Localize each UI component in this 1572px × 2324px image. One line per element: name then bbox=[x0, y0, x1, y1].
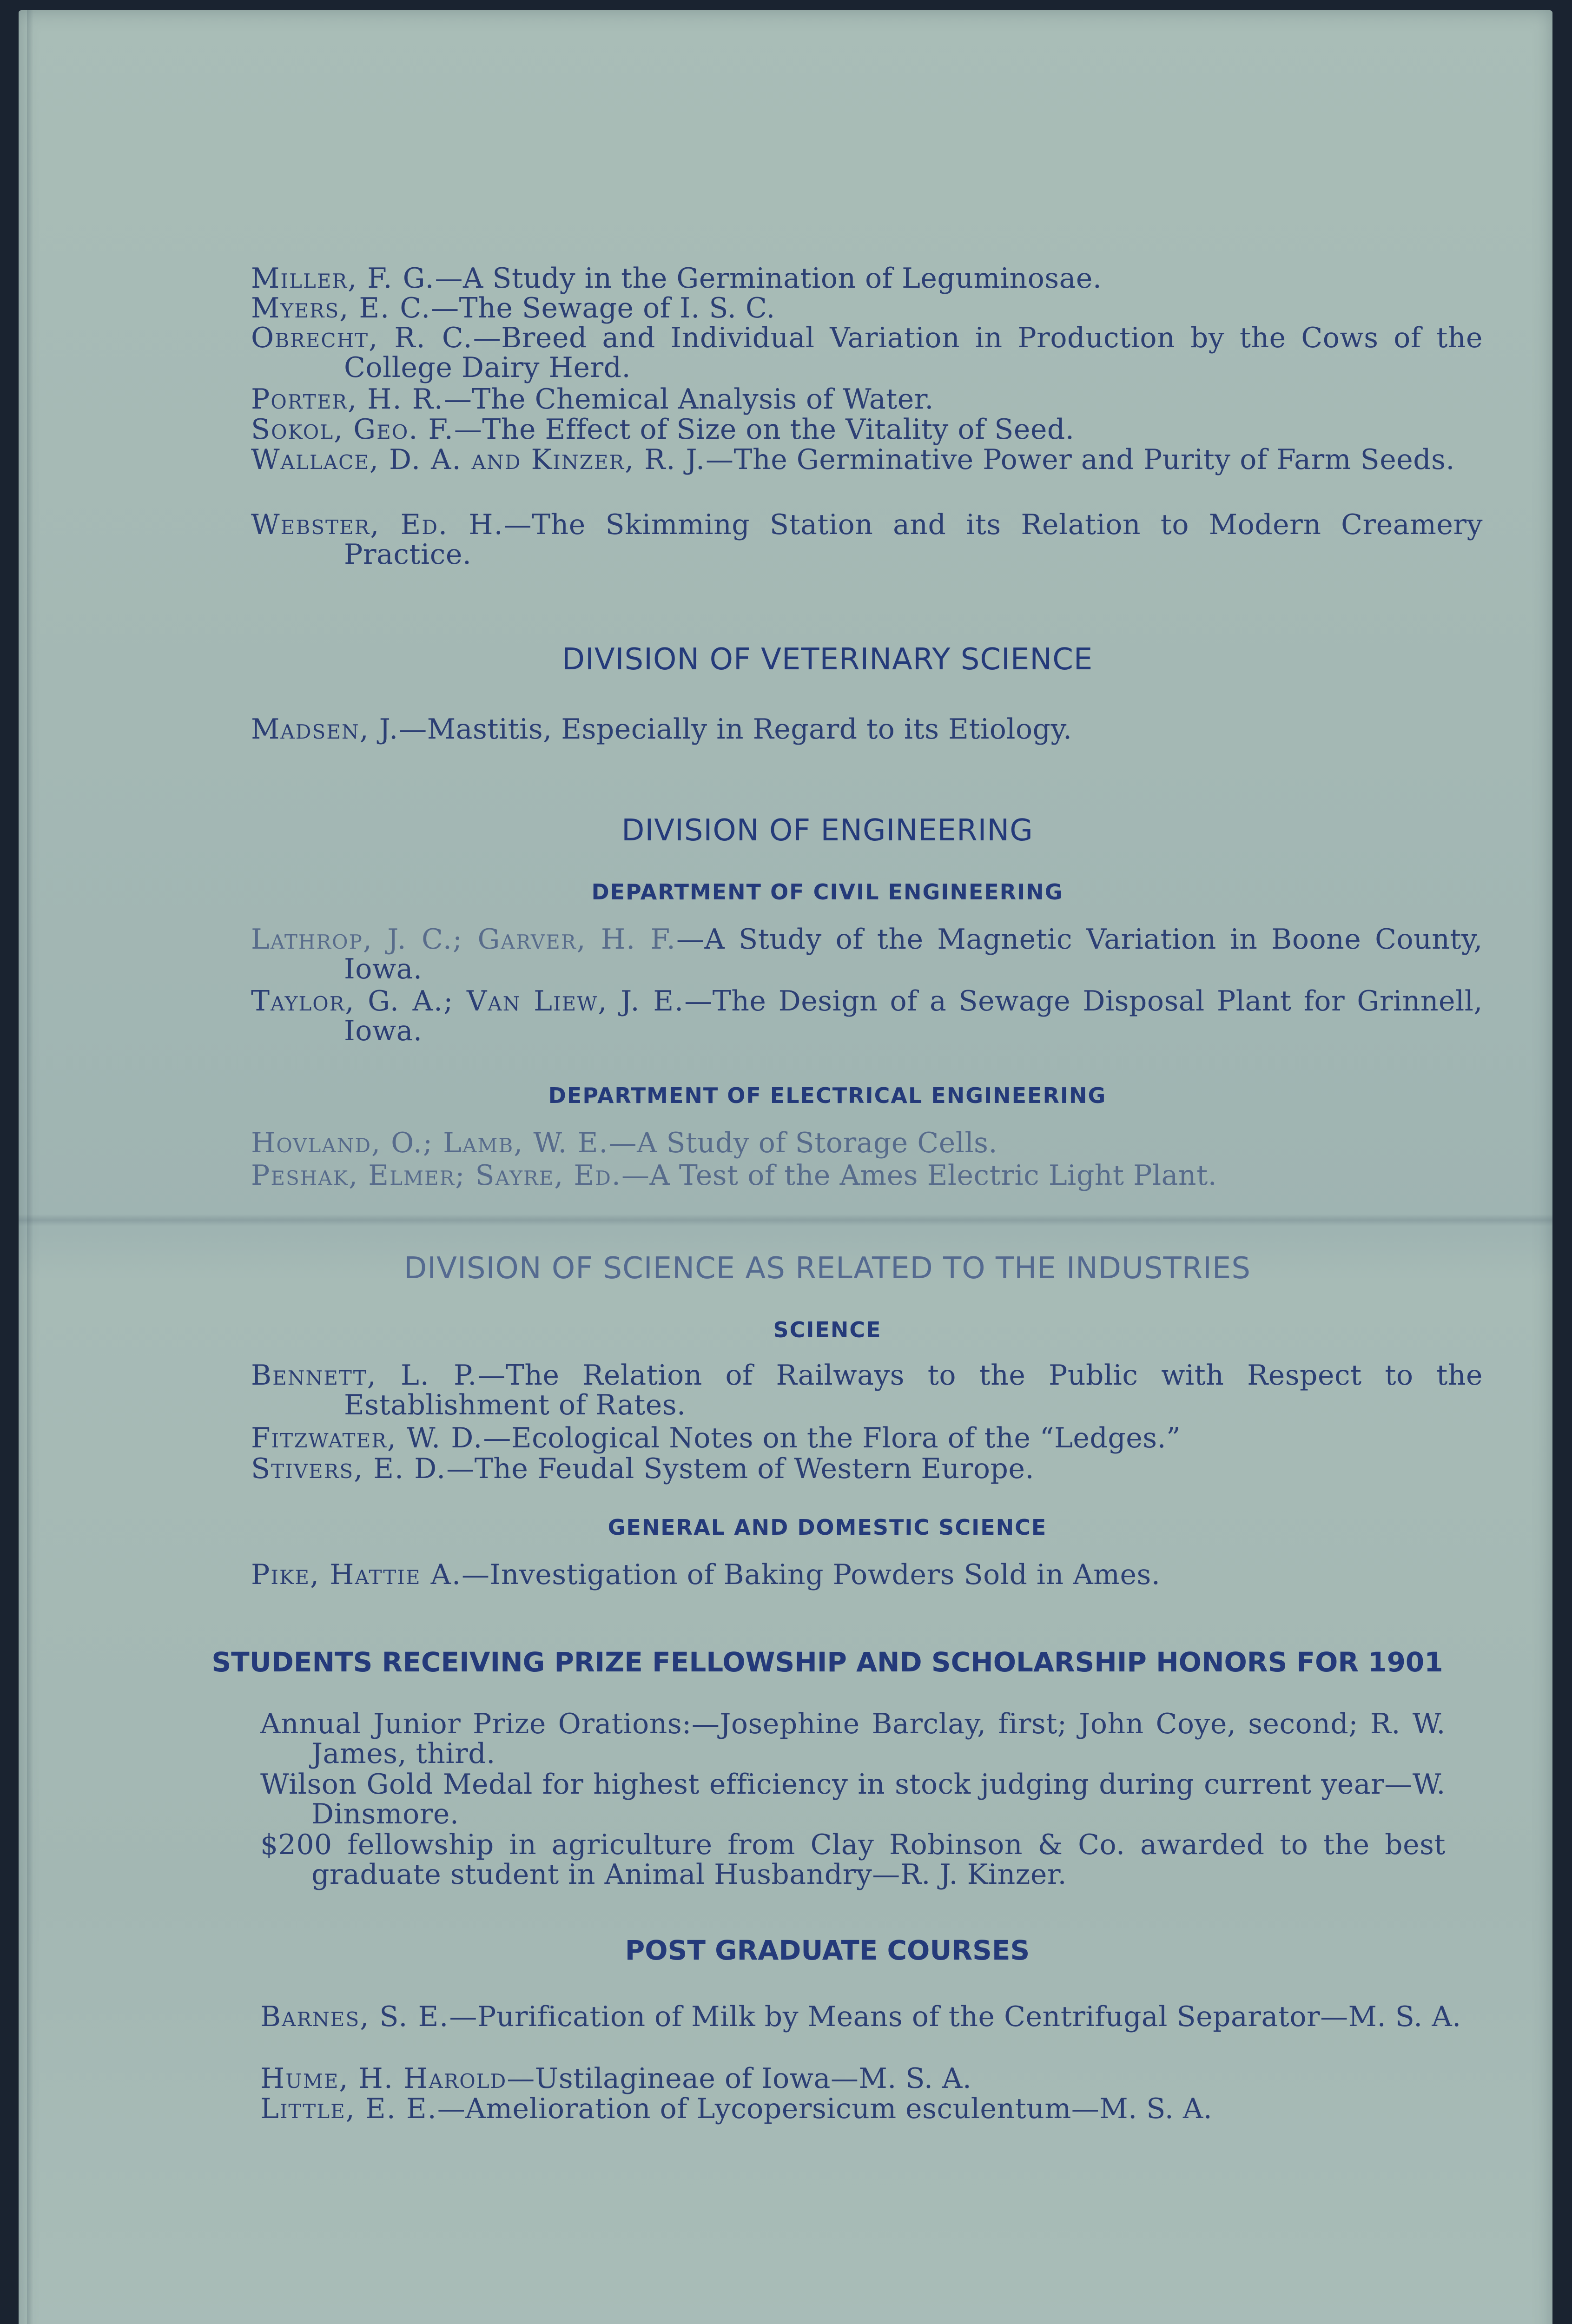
postgraduate-heading: POST GRADUATE COURSES bbox=[625, 1934, 1030, 1966]
author-name: Sokol, Geo. F. bbox=[251, 413, 454, 446]
thesis-title: —Breed and Individual Variation in Production by the Cows of the College Dairy Herd. bbox=[344, 322, 1483, 384]
thesis-entry bbox=[260, 2064, 1469, 2093]
honors-heading: STUDENTS RECEIVING PRIZE FELLOWSHIP AND SCHOLARSHIP HONORS FOR 1901 bbox=[211, 1646, 1443, 1678]
author-name: Peshak, Elmer; Sayre, Ed. bbox=[251, 1159, 621, 1192]
thesis-title: —The Design of a Sewage Disposal Plant for Grinnell, Iowa. bbox=[344, 985, 1483, 1047]
thesis-entry bbox=[251, 1128, 1483, 1158]
thesis-entry bbox=[251, 510, 1483, 569]
thesis-title: —Mastitis, Especially in Regard to its Etiology. bbox=[399, 713, 1072, 746]
thesis-entry bbox=[260, 2094, 1469, 2124]
thesis-entry bbox=[251, 264, 1483, 293]
thesis-entry bbox=[251, 1423, 1483, 1453]
thesis-title: —Purification of Milk by Means of the Centrifugal Separator—M. S. A. bbox=[449, 2000, 1461, 2033]
industries-division-heading: DIVISION OF SCIENCE AS RELATED TO THE INDUSTRIES bbox=[404, 1251, 1251, 1286]
author-name: Porter, H. R. bbox=[251, 383, 444, 416]
science-heading: SCIENCE bbox=[773, 1317, 882, 1342]
thesis-entry bbox=[251, 714, 1483, 744]
thesis-entry bbox=[251, 1454, 1483, 1484]
domestic-science-heading: GENERAL AND DOMESTIC SCIENCE bbox=[608, 1515, 1047, 1540]
author-name: Wallace, D. A. and Kinzer, R. J. bbox=[251, 443, 706, 476]
thesis-title: —The Effect of Size on the Vitality of Seed. bbox=[454, 413, 1075, 446]
author-name: Obrecht, R. C. bbox=[251, 322, 473, 354]
thesis-title: —Ecological Notes on the Flora of the “Ledges.” bbox=[483, 1422, 1181, 1454]
engineering-division-heading: DIVISION OF ENGINEERING bbox=[621, 813, 1033, 848]
honor-entry: Wilson Gold Medal for highest efficiency in stock judging during current year—W. Dinsmore. bbox=[260, 1768, 1446, 1830]
thesis-title: —The Skimming Station and its Relation to Modern Creamery Practice. bbox=[344, 508, 1483, 571]
thesis-title: —The Sewage of I. S. C. bbox=[431, 292, 775, 324]
thesis-title: —The Relation of Railways to the Public with Respect to the Establishment of Rates. bbox=[344, 1359, 1483, 1421]
thesis-entry bbox=[251, 323, 1483, 383]
veterinary-division-heading: DIVISION OF VETERINARY SCIENCE bbox=[561, 642, 1093, 677]
thesis-title: —A Study in the Germination of Leguminosae. bbox=[435, 262, 1102, 295]
thesis-entry bbox=[251, 924, 1483, 984]
thesis-entry bbox=[251, 445, 1483, 475]
thesis-title: —The Germinative Power and Purity of Farm Seeds. bbox=[706, 443, 1455, 476]
electrical-engineering-heading: DEPARTMENT OF ELECTRICAL ENGINEERING bbox=[548, 1083, 1107, 1108]
thesis-entry bbox=[260, 2002, 1469, 2032]
thesis-title: —Ustilagineae of Iowa—M. S. A. bbox=[507, 2062, 972, 2095]
author-name: Webster, Ed. H. bbox=[251, 508, 504, 541]
thesis-title: —A Study of the Magnetic Variation in Boone County, Iowa. bbox=[344, 923, 1483, 985]
author-name: Pike, Hattie A. bbox=[251, 1558, 462, 1591]
thesis-title: —Investigation of Baking Powders Sold in Ames. bbox=[462, 1558, 1161, 1591]
author-name: Myers, E. C. bbox=[251, 292, 431, 324]
thesis-entry bbox=[251, 1560, 1483, 1590]
author-name: Lathrop, J. C.; Garver, H. F. bbox=[251, 923, 676, 956]
thesis-title: —A Study of Storage Cells. bbox=[608, 1127, 998, 1159]
thesis-entry bbox=[251, 986, 1483, 1046]
author-name: Stivers, E. D. bbox=[251, 1452, 447, 1485]
civil-engineering-heading: DEPARTMENT OF CIVIL ENGINEERING bbox=[591, 879, 1063, 905]
author-name: Hovland, O.; Lamb, W. E. bbox=[251, 1127, 609, 1159]
honor-entry: $200 fellowship in agriculture from Clay Robinson & Co. awarded to the best graduate student in Animal Husbandry—R. J. Kinzer. bbox=[260, 1829, 1446, 1891]
honor-entry: Annual Junior Prize Orations:—Josephine Barclay, first; John Coye, second; R. W. James, third. bbox=[260, 1708, 1446, 1770]
author-name: Little, E. E. bbox=[260, 2093, 437, 2125]
thesis-entry bbox=[251, 1360, 1483, 1420]
thesis-entry bbox=[251, 415, 1483, 444]
author-name: Barnes, S. E. bbox=[260, 2000, 449, 2033]
thesis-title: —The Feudal System of Western Europe. bbox=[446, 1452, 1035, 1485]
document-page bbox=[19, 10, 1552, 2324]
thesis-entry bbox=[251, 1161, 1483, 1190]
author-name: Madsen, J. bbox=[251, 713, 399, 746]
author-name: Hume, H. Harold bbox=[260, 2062, 507, 2095]
thesis-title: —A Test of the Ames Electric Light Plant. bbox=[621, 1159, 1217, 1192]
thesis-entry bbox=[251, 384, 1483, 414]
thesis-entry bbox=[251, 293, 1483, 323]
author-name: Taylor, G. A.; Van Liew, J. E. bbox=[251, 985, 685, 1017]
author-name: Fitzwater, W. D. bbox=[251, 1422, 483, 1454]
thesis-title: —The Chemical Analysis of Water. bbox=[443, 383, 934, 416]
author-name: Miller, F. G. bbox=[251, 262, 435, 295]
author-name: Bennett, L. P. bbox=[251, 1359, 478, 1392]
thesis-title: —Amelioration of Lycopersicum esculentum—M. S. A. bbox=[437, 2093, 1213, 2125]
